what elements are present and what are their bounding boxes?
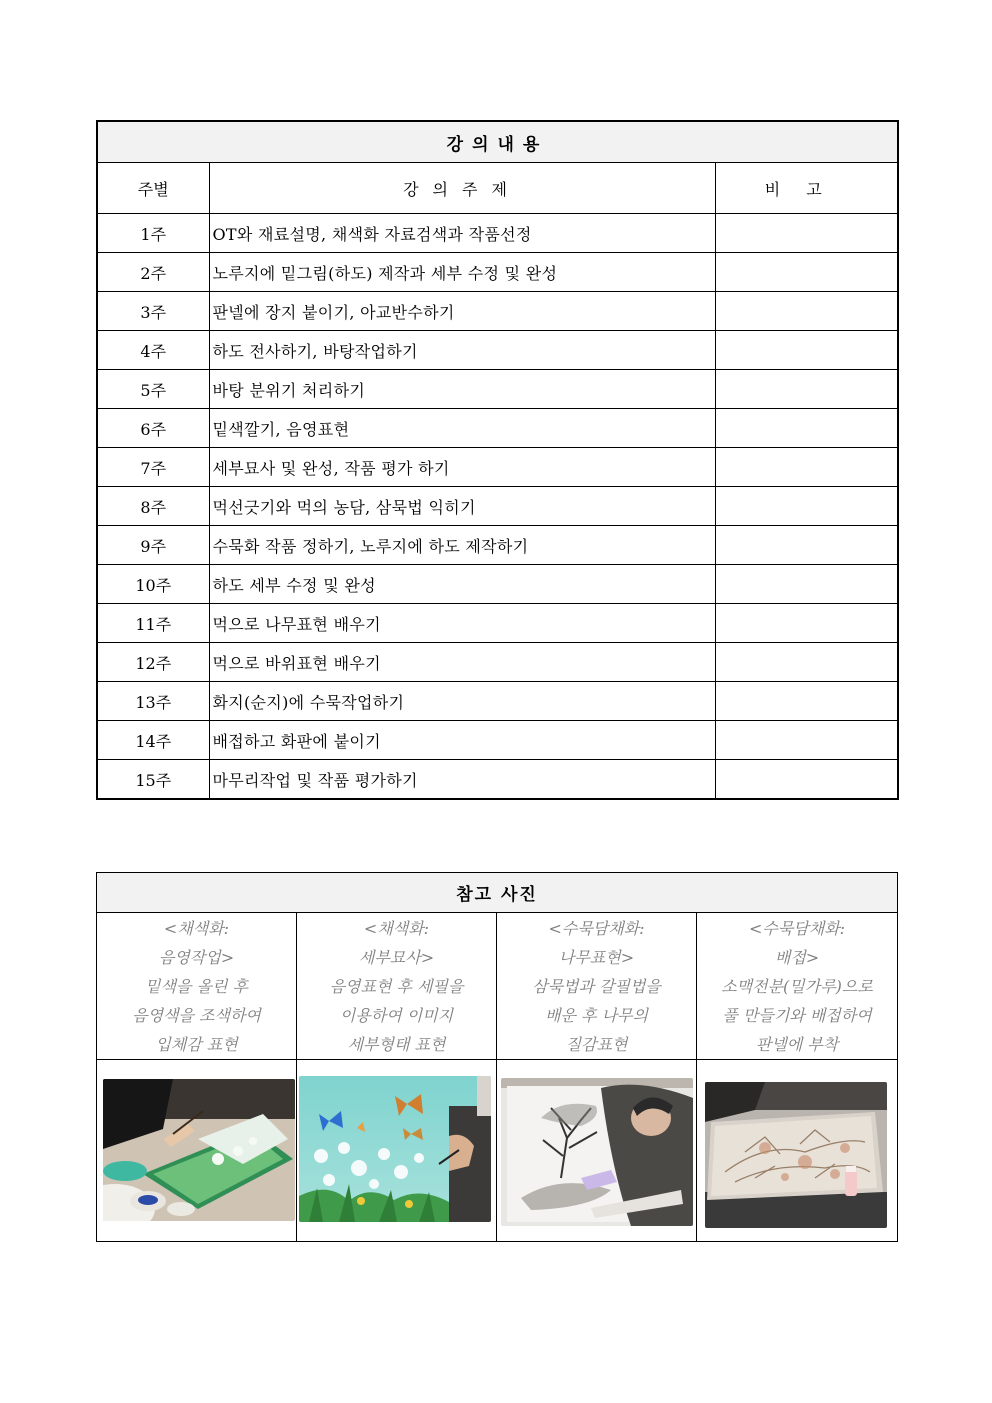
header-topic: 강의주제 xyxy=(209,163,715,214)
caption-line: 풀 만들기와 배접하여 xyxy=(722,1005,872,1025)
week-cell: 13주 xyxy=(97,682,209,721)
week-cell: 2주 xyxy=(97,253,209,292)
caption-line: 나무표현> xyxy=(558,947,635,967)
table-row xyxy=(97,253,898,292)
caption-line: <수묵담채화: xyxy=(548,918,645,938)
topic-cell: 배접하고 화판에 붙이기 xyxy=(209,721,715,760)
curriculum-table xyxy=(96,120,899,800)
week-cell: 11주 xyxy=(97,604,209,643)
table-row xyxy=(97,448,898,487)
caption-line: 음영작업> xyxy=(158,947,235,967)
week-cell: 6주 xyxy=(97,409,209,448)
table-row xyxy=(97,292,898,331)
note-cell xyxy=(715,370,898,409)
caption-line: 배운 후 나무의 xyxy=(545,1005,648,1025)
topic-cell: 밑색깔기, 음영표현 xyxy=(209,409,715,448)
caption-line: <채색화: xyxy=(163,918,230,938)
note-cell xyxy=(715,526,898,565)
note-cell xyxy=(715,760,898,800)
reference-photos-table xyxy=(96,872,898,1242)
topic-cell: 먹으로 바위표현 배우기 xyxy=(209,643,715,682)
week-cell: 15주 xyxy=(97,760,209,800)
curriculum-title: 강의내용 xyxy=(97,121,898,163)
table-row xyxy=(97,643,898,682)
caption-line: 밑색을 올린 후 xyxy=(145,976,248,996)
table-row xyxy=(97,604,898,643)
note-cell xyxy=(715,604,898,643)
header-week: 주별 xyxy=(97,163,209,214)
caption-line: 이용하여 이미지 xyxy=(339,1005,454,1025)
note-cell xyxy=(715,448,898,487)
caption-line: 음영색을 조색하여 xyxy=(132,1005,261,1025)
caption-line: 배접> xyxy=(774,947,820,967)
note-cell xyxy=(715,214,898,253)
note-cell xyxy=(715,331,898,370)
photo-cell-1 xyxy=(97,1060,297,1242)
photo-caption-1 xyxy=(97,913,297,1060)
photo-detail-painting xyxy=(299,1076,491,1222)
note-cell xyxy=(715,253,898,292)
caption-line: <채색화: xyxy=(363,918,430,938)
photo-mounting xyxy=(705,1082,887,1228)
week-cell: 9주 xyxy=(97,526,209,565)
photo-caption-4 xyxy=(697,913,898,1060)
caption-line: 세부형태 표현 xyxy=(347,1034,446,1054)
caption-line: 입체감 표현 xyxy=(155,1034,238,1054)
caption-line: 음영표현 후 세필을 xyxy=(329,976,464,996)
caption-line: 세부묘사> xyxy=(358,947,435,967)
week-cell: 4주 xyxy=(97,331,209,370)
topic-cell: 노루지에 밑그림(하도) 제작과 세부 수정 및 완성 xyxy=(209,253,715,292)
table-row xyxy=(97,682,898,721)
week-cell: 12주 xyxy=(97,643,209,682)
week-cell: 3주 xyxy=(97,292,209,331)
topic-cell: 화지(순지)에 수묵작업하기 xyxy=(209,682,715,721)
photo-cell-2 xyxy=(297,1060,497,1242)
photo-cell-3 xyxy=(497,1060,697,1242)
table-row xyxy=(97,721,898,760)
note-cell xyxy=(715,721,898,760)
caption-line: 질감표현 xyxy=(565,1034,628,1054)
table-row xyxy=(97,331,898,370)
photo-mounting-image xyxy=(705,1082,887,1228)
photo-caption-2 xyxy=(297,913,497,1060)
table-row xyxy=(97,760,898,800)
note-cell xyxy=(715,409,898,448)
topic-cell: 하도 전사하기, 바탕작업하기 xyxy=(209,331,715,370)
table-row xyxy=(97,370,898,409)
note-cell xyxy=(715,682,898,721)
topic-cell: 하도 세부 수정 및 완성 xyxy=(209,565,715,604)
topic-cell: 판넬에 장지 붙이기, 아교반수하기 xyxy=(209,292,715,331)
caption-line: <수묵담채화: xyxy=(748,918,846,938)
week-cell: 14주 xyxy=(97,721,209,760)
note-cell xyxy=(715,292,898,331)
caption-line: 소맥전분(밀가루)으로 xyxy=(721,976,873,996)
table-row xyxy=(97,487,898,526)
photo-cell-4 xyxy=(697,1060,898,1242)
table-row xyxy=(97,214,898,253)
topic-cell: 수묵화 작품 정하기, 노루지에 하도 제작하기 xyxy=(209,526,715,565)
week-cell: 10주 xyxy=(97,565,209,604)
week-cell: 8주 xyxy=(97,487,209,526)
curriculum-rows xyxy=(97,214,898,800)
topic-cell: 세부묘사 및 완성, 작품 평가 하기 xyxy=(209,448,715,487)
photo-detail-painting-image xyxy=(299,1076,491,1222)
photo-caption-3 xyxy=(497,913,697,1060)
caption-line: 판넬에 부착 xyxy=(755,1034,839,1054)
week-cell: 1주 xyxy=(97,214,209,253)
topic-cell: 마무리작업 및 작품 평가하기 xyxy=(209,760,715,800)
table-row xyxy=(97,526,898,565)
week-cell: 5주 xyxy=(97,370,209,409)
photo-ink-tree xyxy=(501,1078,693,1226)
photos-title: 참고 사진 xyxy=(97,873,898,913)
header-note: 비고 xyxy=(715,163,898,214)
photo-shading-work xyxy=(103,1079,295,1221)
table-row xyxy=(97,565,898,604)
week-cell: 7주 xyxy=(97,448,209,487)
topic-cell: 먹선긋기와 먹의 농담, 삼묵법 익히기 xyxy=(209,487,715,526)
note-cell xyxy=(715,487,898,526)
note-cell xyxy=(715,643,898,682)
caption-line: 삼묵법과 갈필법을 xyxy=(532,976,661,996)
photo-shading-work-image xyxy=(103,1079,295,1221)
table-row xyxy=(97,409,898,448)
note-cell xyxy=(715,565,898,604)
topic-cell: 먹으로 나무표현 배우기 xyxy=(209,604,715,643)
topic-cell: OT와 재료설명, 채색화 자료검색과 작품선정 xyxy=(209,214,715,253)
photo-ink-tree-image xyxy=(501,1078,693,1226)
topic-cell: 바탕 분위기 처리하기 xyxy=(209,370,715,409)
